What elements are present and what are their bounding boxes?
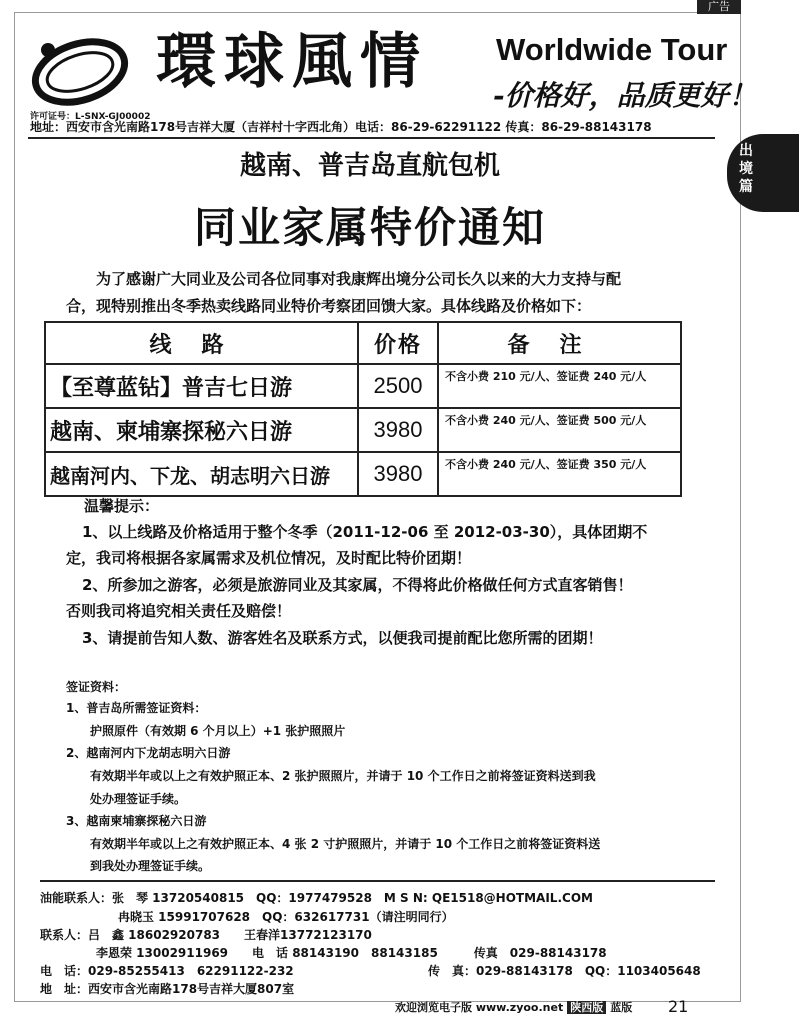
route-cell: 越南河内、下龙、胡志明六日游 xyxy=(45,452,358,496)
tips-title: 温馨提示： xyxy=(84,497,160,515)
footer-text: 欢迎浏览电子版 www.zyoo.net xyxy=(395,1001,564,1014)
subtitle: 越南、普吉岛直航包机 xyxy=(239,151,500,181)
edition-badge: 陕西版 xyxy=(567,1001,606,1014)
tip-2-line-2: 否则我司将追究相关责任及赔偿！ xyxy=(66,602,292,620)
visa-section-3-title: 3、越南柬埔寨探秘六日游 xyxy=(66,814,207,828)
slogan: -价格好，品质更好！ xyxy=(493,79,757,112)
contact-row-2: 冉晓玉 15991707628 QQ：632617731（请注明同行） xyxy=(118,910,454,924)
price-cell: 3980 xyxy=(358,452,438,496)
price-cell: 2500 xyxy=(358,364,438,408)
header-route: 线路 xyxy=(45,322,358,364)
tip-1-line-1: 1、以上线路及价格适用于整个冬季（2011-12-06 至 2012-03-30），具体团期不 xyxy=(82,523,648,541)
company-address: 地址：西安市含光南路178号吉祥大厦（吉祥村十字西北角）电话：86-29-62291122 传真：86-29-88143178 xyxy=(30,120,652,134)
table-header-row xyxy=(45,322,681,364)
contact-fax: 传 真：029-88143178 QQ：1103405648 xyxy=(428,964,701,978)
ad-label: 广告 xyxy=(697,0,741,14)
price-cell: 3980 xyxy=(358,408,438,452)
table-row xyxy=(45,408,681,452)
page-number: 21 xyxy=(668,997,689,1016)
visa-section-2-text-2: 处办理签证手续。 xyxy=(90,792,187,806)
visa-section-1-title: 1、普吉岛所需签证资料： xyxy=(66,701,207,715)
contacts-divider xyxy=(40,880,715,882)
header-note: 备注 xyxy=(438,322,681,364)
brand-title: 環球風情 xyxy=(156,27,428,97)
header-divider xyxy=(28,137,715,139)
license-number: 许可证号：L-SNX-GJ00002 xyxy=(30,112,151,122)
price-table xyxy=(44,321,682,497)
intro-line-2: 合，现特别推出冬季热卖线路同业特价考察团回馈大家。具体线路及价格如下： xyxy=(66,297,592,315)
note-cell: 不含小费 240 元/人、签证费 500 元/人 xyxy=(438,408,681,452)
intro-line-1: 为了感谢广大同业及公司各位同事对我康辉出境分公司长久以来的大力支持与配 xyxy=(96,270,622,288)
contact-phone: 电 话：029-85255413 62291122-232 xyxy=(40,964,294,978)
visa-section-2-title: 2、越南河内下龙胡志明六日游 xyxy=(66,746,231,760)
brand-english: Worldwide Tour xyxy=(496,32,728,67)
note-cell: 不含小费 240 元/人、签证费 350 元/人 xyxy=(438,452,681,496)
route-cell: 越南、柬埔寨探秘六日游 xyxy=(45,408,358,452)
main-title: 同业家属特价通知 xyxy=(193,203,546,252)
table-row xyxy=(45,452,681,496)
visa-section-3-text-2: 到我处办理签证手续。 xyxy=(90,859,211,873)
contact-row-3: 联系人：吕 鑫 18602920783 王春洋13772123170 xyxy=(40,928,372,942)
table-row xyxy=(45,364,681,408)
header-price: 价格 xyxy=(358,322,438,364)
contact-address: 地 址：西安市含光南路178号吉祥大厦807室 xyxy=(40,982,295,996)
tip-3: 3、请提前告知人数、游客姓名及联系方式，以便我司提前配比您所需的团期！ xyxy=(82,629,603,647)
footer-bar xyxy=(395,999,632,1015)
note-cell: 不含小费 210 元/人、签证费 240 元/人 xyxy=(438,364,681,408)
route-cell: 【至尊蓝钻】普吉七日游 xyxy=(45,364,358,408)
visa-section-3-text-1: 有效期半年或以上之有效护照正本、4 张 2 寸护照照片，并请于 10 个工作日之前将签证资料送 xyxy=(90,837,601,851)
section-tab-label: 出境篇 xyxy=(739,143,753,195)
tip-1-line-2: 定，我司将根据各家属需求及机位情况，及时配比特价团期！ xyxy=(66,549,472,567)
edition-label: 蓝版 xyxy=(610,1001,633,1014)
visa-section-1-text: 护照原件（有效期 6 个月以上）+1 张护照照片 xyxy=(90,724,346,738)
visa-title: 签证资料： xyxy=(66,680,127,694)
contact-row-4: 李恩荣 13002911969 电 话 88143190 88143185 传真 029-88143178 xyxy=(96,946,607,960)
globe-logo-icon xyxy=(28,30,138,110)
visa-section-2-text-1: 有效期半年或以上之有效护照正本、2 张护照照片，并请于 10 个工作日之前将签证资料送到我 xyxy=(90,769,596,783)
contact-row-1: 油能联系人：张 琴 13720540815 QQ：1977479528 M S N: QE1518@HOTMAIL.COM xyxy=(40,891,593,905)
tip-2-line-1: 2、所参加之游客，必须是旅游同业及其家属，不得将此价格做任何方式直客销售！ xyxy=(82,576,633,594)
